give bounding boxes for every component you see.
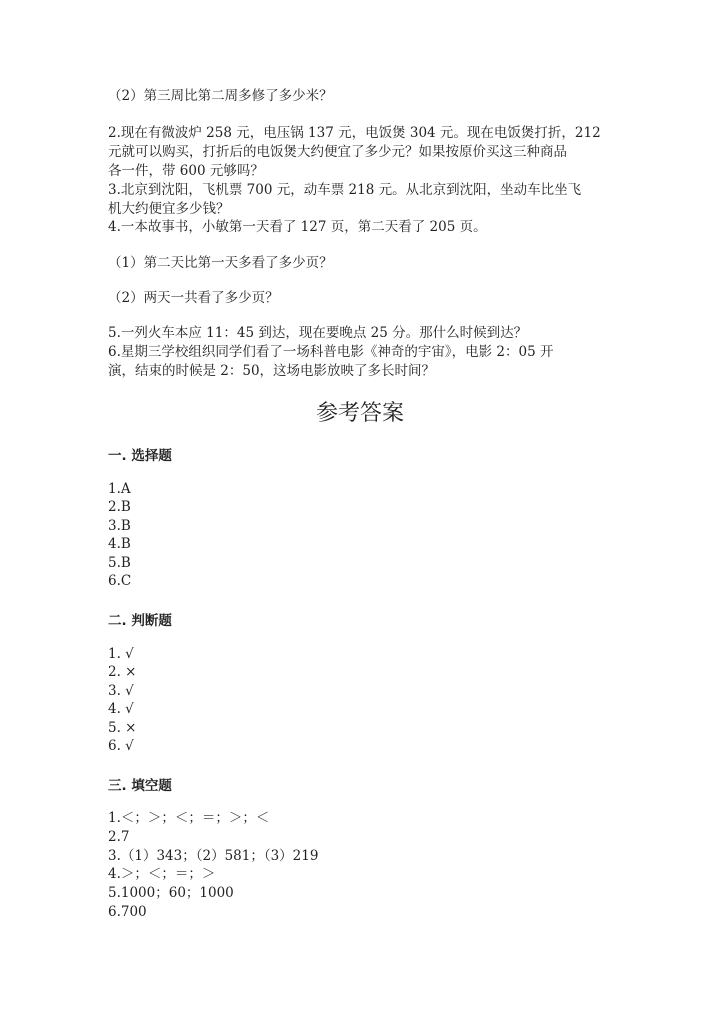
question-line: 2.现在有微波炉 258 元，电压锅 137 元，电饭煲 304 元。现在电饭煲打折，212 [108, 125, 601, 141]
section-heading: 一. 选择题 [108, 448, 172, 464]
question-line: 各一件，带 600 元够吗？ [108, 163, 264, 179]
answer-title: 参考答案 [315, 401, 404, 426]
answer-item: 5. × [108, 720, 137, 736]
question-line: 4.一本故事书，小敏第一天看了 127 页，第二天看了 205 页。 [108, 219, 487, 235]
answer-item: 1.＜；＞；＜；＝；＞；＜ [108, 810, 270, 826]
section-heading: 三. 填空题 [108, 778, 172, 794]
question-line: （2）第三周比第二周多修了多少米？ [108, 88, 333, 104]
answer-item: 5.1000；60；1000 [108, 885, 234, 901]
answer-item: 4.＞；＜；＝；＞ [108, 866, 216, 882]
answer-item: 6.C [108, 573, 132, 589]
question-line: （2）两天一共看了多少页？ [108, 290, 279, 306]
answer-item: 4.B [108, 536, 131, 552]
question-line: 5.一列火车本应 11：45 到达，现在要晚点 25 分。那什么时候到达？ [108, 325, 528, 341]
answer-item: 2. × [108, 664, 137, 680]
answer-item: 6. √ [108, 738, 134, 754]
question-line: 演，结束的时候是 2：50，这场电影放映了多长时间？ [108, 363, 436, 379]
answer-item: 3.（1）343；（2）581；（3）219 [108, 848, 319, 864]
question-line: 机大约便宜多少钱？ [108, 201, 230, 217]
answer-item: 5.B [108, 555, 131, 571]
question-line: （1）第二天比第一天多看了多少页？ [108, 255, 333, 271]
answer-item: 3. √ [108, 683, 134, 699]
question-line: 元就可以购买，打折后的电饭煲大约便宜了多少元？如果按原价买这三种商品 [108, 144, 567, 160]
section-heading: 二. 判断题 [108, 613, 172, 629]
answer-item: 2.B [108, 499, 131, 515]
answer-item: 3.B [108, 518, 131, 534]
answer-item: 4. √ [108, 701, 134, 717]
answer-item: 2.7 [108, 829, 130, 845]
question-line: 6.星期三学校组织同学们看了一场科普电影《神奇的宇宙》，电影 2：05 开 [108, 344, 554, 360]
question-line: 3.北京到沈阳，飞机票 700 元，动车票 218 元。从北京到沈阳，坐动车比坐飞 [108, 182, 582, 198]
answer-item: 1.A [108, 481, 131, 497]
answer-item: 6.700 [108, 904, 147, 920]
answer-item: 1. √ [108, 646, 134, 662]
